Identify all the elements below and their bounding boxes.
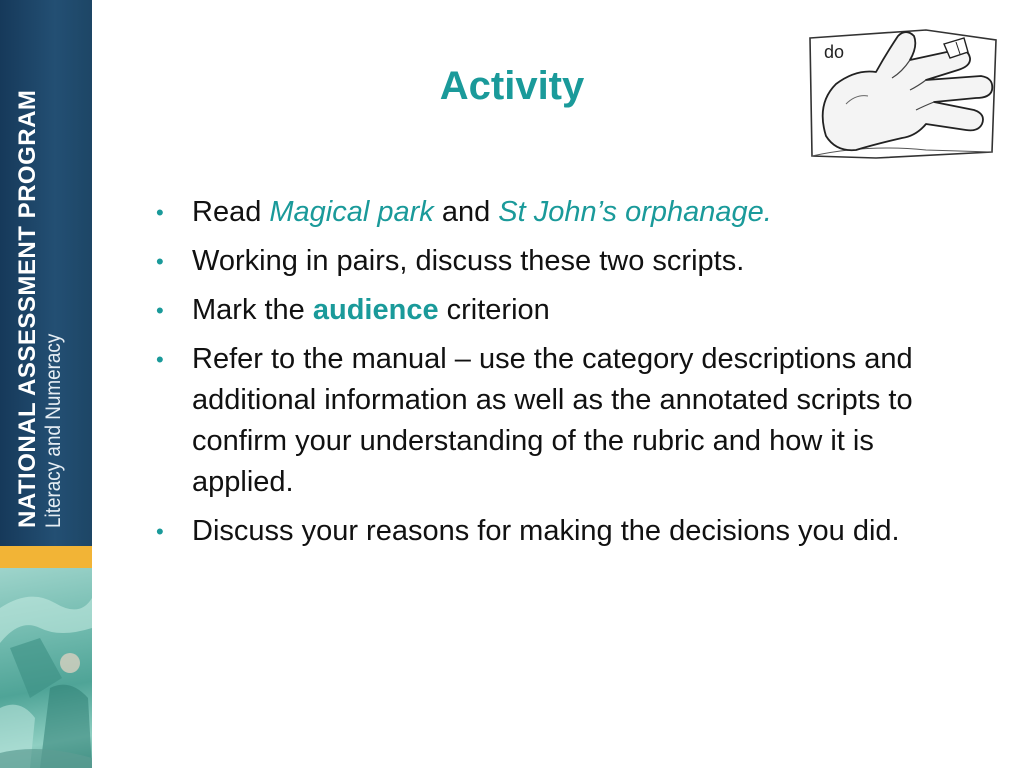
bullet-text-part: Magical park [269, 196, 434, 228]
bullet-item [152, 290, 952, 331]
bullet-dot-icon: • [156, 249, 164, 274]
bullet-list [152, 192, 952, 552]
banner-program-name: NATIONAL ASSESSMENT PROGRAM [14, 89, 41, 528]
bullet-item [152, 511, 952, 552]
bullet-dot-icon: • [156, 347, 164, 372]
hand-writing-illustration [806, 24, 1004, 164]
banner-text [14, 89, 66, 528]
illustration-label: do [824, 42, 845, 62]
bullet-dot-icon: • [156, 298, 164, 323]
bullet-text-part: Working in pairs, discuss these two scripts. [192, 245, 745, 277]
brand-banner [0, 0, 92, 768]
bullet-item [152, 192, 952, 233]
bullet-text-part: Discuss your reasons for making the decisions you did. [192, 515, 900, 547]
bullet-text-part: and [433, 196, 499, 228]
bullet-dot-icon: • [156, 200, 164, 225]
slide-content [152, 192, 952, 560]
bullet-text-part: Mark the [192, 294, 313, 326]
bullet-text-part: St John’s orphanage. [498, 196, 772, 228]
bullet-item [152, 241, 952, 282]
banner-program-subtitle: Literacy and Numeracy [42, 333, 65, 528]
bullet-text-part: Read [192, 196, 270, 228]
children-photo-graphic [0, 568, 92, 768]
banner-stripe [0, 546, 92, 568]
bullet-text-part: audience [312, 294, 439, 326]
banner-photo [0, 568, 92, 768]
bullet-text-part: Refer to the manual – use the category descriptions and additional information as well as the annotated scripts to confirm your understanding of the rubric and how it is applied. [192, 343, 913, 498]
bullet-item [152, 339, 952, 503]
bullet-text-part: criterion [438, 294, 550, 326]
bullet-dot-icon: • [156, 519, 164, 544]
slide-title: Activity [439, 64, 585, 108]
